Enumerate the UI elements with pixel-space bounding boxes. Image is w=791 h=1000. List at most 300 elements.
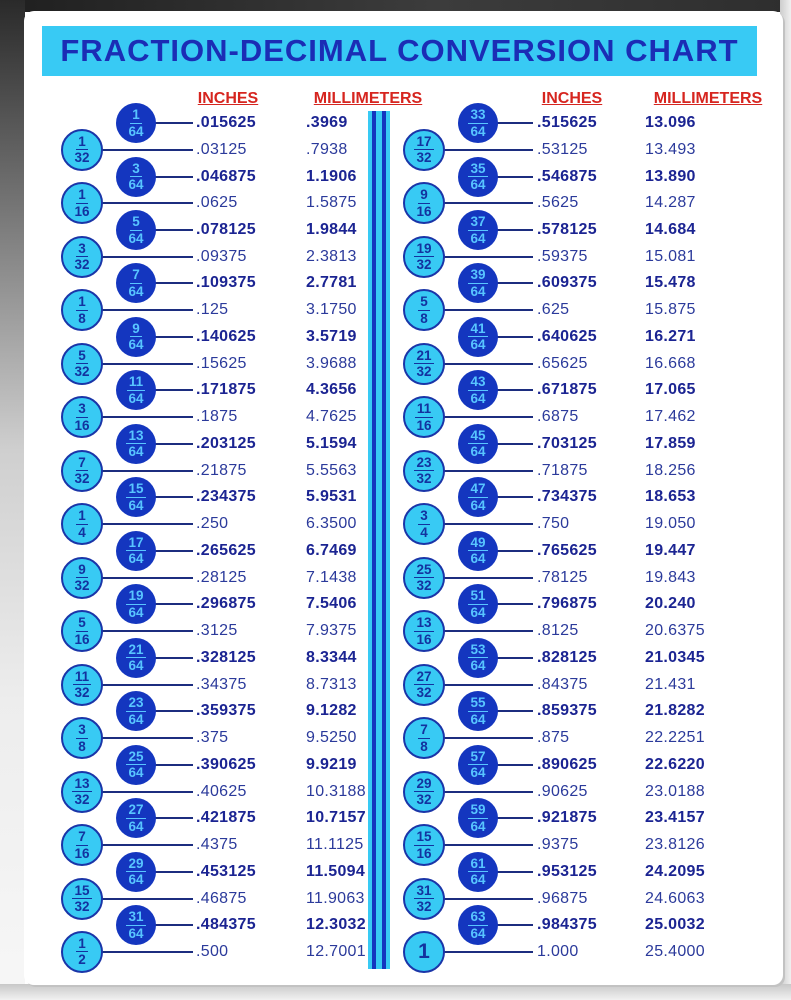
mm-value: 8.7313 [306,675,357,693]
mm-value: 11.9063 [306,889,365,907]
connector-line [442,630,533,632]
inches-value: .421875 [196,809,256,827]
fraction-circle [458,370,498,410]
connector-line [496,389,533,391]
mm-value: 3.9688 [306,354,357,372]
fraction-circle [458,103,498,143]
inches-value: .625 [537,301,570,319]
mm-value: 19.447 [645,541,696,559]
connector-line [496,122,533,124]
fraction-label: $\frac{9}{32}$ [74,561,90,594]
fraction-circle [61,236,103,278]
fraction-circle [403,931,445,973]
fraction-circle [458,210,498,250]
connector-line [496,764,533,766]
fraction-circle [61,289,103,331]
fraction-label: $\frac{39}{64}$ [470,267,486,299]
connector-line [154,122,193,124]
inches-value: .375 [196,729,229,746]
fraction-circle [61,931,103,973]
connector-line [496,336,533,338]
fraction-circle [116,638,156,678]
fraction-label: $\frac{19}{64}$ [128,588,144,620]
mm-value: 9.1282 [306,702,357,720]
inches-value: .484375 [196,916,256,934]
inches-value: .203125 [196,434,256,452]
fraction-label: $\frac{17}{64}$ [128,534,144,567]
fraction-circle [403,503,445,545]
inches-value: .40625 [196,782,247,800]
inches-value: .90625 [537,782,588,800]
inches-value: .546875 [537,167,597,185]
connector-line [496,282,533,284]
fraction-label: $\frac{41}{64}$ [470,320,486,353]
mm-value: 19.050 [645,515,696,533]
inches-value: .578125 [537,221,597,238]
mm-value: 13.890 [645,167,696,185]
fraction-label: $\frac{27}{64}$ [128,802,144,834]
fraction-label: $\frac{55}{64}$ [470,695,486,727]
center-divider-stripes [368,111,390,969]
fraction-circle [403,610,445,652]
fraction-circle [403,450,445,492]
fraction-circle [403,129,445,171]
mm-value: 5.9531 [306,488,357,506]
fraction-label: $\frac{31}{32}$ [416,882,432,914]
fraction-circle [61,450,103,492]
mm-value: 24.6063 [645,889,705,907]
connector-line [154,176,193,178]
inches-value: .46875 [196,889,247,907]
connector-line [100,149,193,151]
fraction-label: $\frac{1}{16}$ [74,187,90,219]
mm-value: 24.2095 [645,862,705,880]
mm-value: 9.9219 [306,755,357,773]
mm-value: 25.4000 [645,942,705,960]
connector-line [100,844,193,846]
inches-header-right: INCHES [541,90,603,107]
mm-value: 6.7469 [306,541,357,559]
connector-line [442,523,533,525]
mm-value: 23.8126 [645,836,705,853]
mm-value: 1.9844 [306,221,357,238]
fraction-label: $\frac{3}{16}$ [74,401,90,433]
mm-value: 9.5250 [306,729,357,746]
fraction-circle [403,717,445,759]
mm-value: 15.478 [645,274,696,292]
connector-line [496,496,533,498]
mm-value: 1.1906 [306,167,357,185]
inches-value: .84375 [537,675,588,693]
mm-value: 11.1125 [306,836,364,853]
connector-line [100,309,193,311]
fraction-label: $\frac{29}{32}$ [416,775,432,807]
fraction-circle [403,557,445,599]
inches-value: .734375 [537,488,597,506]
connector-line [442,684,533,686]
inches-value: .78125 [537,568,588,586]
mm-value: 22.6220 [645,755,705,773]
fraction-label: $\frac{11}{16}$ [416,401,432,433]
inches-value: .703125 [537,434,597,452]
connector-line [100,416,193,418]
connector-line [496,710,533,712]
millimeters-header-left: MILLIMETERS [313,90,423,107]
mm-value: 1.5875 [306,194,357,212]
inches-value: .65625 [537,354,588,372]
fraction-circle [116,210,156,250]
connector-line [154,603,193,605]
fraction-circle [458,638,498,678]
fraction-circle [403,771,445,813]
fraction-circle [116,691,156,731]
fraction-circle [458,477,498,517]
mm-value: 10.7157 [306,809,366,827]
fraction-label: $\frac{5}{16}$ [74,615,90,647]
connector-line [154,817,193,819]
connector-line [100,523,193,525]
mm-value: 2.3813 [306,247,357,265]
inches-value: .265625 [196,541,256,559]
fraction-label: $\frac{3}{4}$ [420,508,428,540]
fraction-label: $\frac{17}{32}$ [416,133,432,166]
fraction-circle [458,691,498,731]
fraction-circle [61,182,103,224]
connector-line [100,898,193,900]
mm-value: 21.0345 [645,648,705,666]
fraction-label: $\frac{1}{4}$ [78,508,86,540]
connector-line [442,256,533,258]
fraction-label: $\frac{1}{8}$ [78,294,86,326]
inches-value: .296875 [196,595,256,613]
mm-value: 21.431 [645,675,696,693]
mm-value: 16.668 [645,354,696,372]
fraction-label: $\frac{59}{64}$ [470,802,486,834]
mm-value: 7.9375 [306,622,357,640]
inches-value: .390625 [196,755,256,773]
fraction-circle [61,664,103,706]
inches-value: .453125 [196,862,256,880]
fraction-circle [403,396,445,438]
chart-title-bar [42,26,757,76]
mm-value: 20.6375 [645,622,705,640]
fraction-circle [116,477,156,517]
mm-value: 12.7001 [306,942,366,960]
inches-value: .671875 [537,381,597,399]
fraction-circle [403,878,445,920]
inches-value: .0625 [196,194,238,212]
fraction-circle [458,905,498,945]
fraction-circle [116,745,156,785]
mm-value: 23.0188 [645,782,705,800]
fraction-circle [458,263,498,303]
fraction-label: $\frac{57}{64}$ [470,748,486,781]
page-title: FRACTION-DECIMAL CONVERSION CHART [60,33,739,68]
connector-line [496,871,533,873]
mm-value: 17.462 [645,408,696,426]
photo-edge-bottom [0,984,791,1000]
connector-line [442,309,533,311]
inches-value: .640625 [537,327,597,345]
conversion-chart-poster [24,11,783,985]
connector-line [442,149,533,151]
fraction-label: $\frac{15}{16}$ [416,829,432,861]
fraction-label: $\frac{51}{64}$ [470,588,486,620]
fraction-circle [458,852,498,892]
inches-value: .1875 [196,408,238,426]
inches-value: .515625 [537,114,597,131]
connector-line [442,470,533,472]
fraction-circle [403,343,445,385]
fraction-circle [403,182,445,224]
inches-value: .250 [196,515,229,533]
connector-line [154,389,193,391]
inches-value: .984375 [537,916,597,934]
fraction-circle [116,531,156,571]
connector-line [154,924,193,926]
fraction-label: $\frac{9}{16}$ [416,187,432,219]
connector-line [442,951,533,953]
fraction-label: $\frac{53}{64}$ [470,641,486,674]
mm-value: 3.5719 [306,327,357,345]
mm-value: 13.096 [645,114,696,131]
fraction-circle [116,798,156,838]
mm-value: 4.7625 [306,408,357,426]
fraction-circle [403,824,445,866]
connector-line [100,256,193,258]
fraction-circle [116,157,156,197]
connector-line [100,951,193,953]
fraction-label: $\frac{43}{64}$ [470,374,486,406]
fraction-circle [116,317,156,357]
fraction-label: $\frac{61}{64}$ [470,855,486,888]
fraction-label: $\frac{7}{16}$ [74,829,90,861]
mm-value: 12.3032 [306,916,366,934]
fraction-circle [61,610,103,652]
inches-value: .59375 [537,247,588,265]
fraction-circle [61,343,103,385]
fraction-label: $\frac{49}{64}$ [470,534,486,567]
connector-line [442,898,533,900]
mm-value: 16.271 [645,327,696,345]
mm-value: .3969 [306,114,348,131]
connector-line [496,229,533,231]
fraction-label: $\frac{1}{32}$ [74,133,90,166]
fraction-circle [458,745,498,785]
inches-value: .328125 [196,648,256,666]
inches-value: .6875 [537,408,579,426]
inches-value: .796875 [537,595,597,613]
inches-value: .3125 [196,622,238,640]
connector-line [154,282,193,284]
connector-line [154,496,193,498]
connector-line [496,550,533,552]
mm-value: 17.065 [645,381,696,399]
inches-value: .15625 [196,354,247,372]
mm-value: 20.240 [645,595,696,613]
connector-line [496,176,533,178]
fraction-label: $\frac{23}{64}$ [128,695,144,727]
mm-value: 7.1438 [306,568,357,586]
fraction-label: $\frac{25}{64}$ [128,748,144,781]
mm-value: 3.1750 [306,301,357,319]
inches-value: .859375 [537,702,597,720]
mm-value: 13.493 [645,140,696,158]
fraction-label: $\frac{13}{64}$ [128,427,144,460]
fraction-label: $\frac{33}{64}$ [470,107,486,139]
fraction-label: $\frac{37}{64}$ [470,214,486,246]
connector-line [154,443,193,445]
inches-value: .765625 [537,541,597,559]
connector-line [154,710,193,712]
fraction-label: $\frac{21}{64}$ [128,641,144,674]
inches-value: .4375 [196,836,238,853]
connector-line [100,630,193,632]
fraction-label: $\frac{13}{32}$ [74,775,90,807]
connector-line [100,737,193,739]
mm-value: 14.287 [645,194,696,212]
inches-value: .8125 [537,622,579,640]
inches-value: .53125 [537,140,588,158]
mm-value: 15.875 [645,301,696,319]
fraction-label: $\frac{7}{32}$ [74,454,90,487]
connector-line [496,924,533,926]
fraction-label: $\frac{13}{16}$ [416,615,432,647]
fraction-label: $\frac{7}{8}$ [420,722,428,754]
connector-line [442,737,533,739]
connector-line [442,577,533,579]
inches-value: .828125 [537,648,597,666]
mm-value: 5.5563 [306,461,357,479]
fraction-label: $\frac{29}{64}$ [128,855,144,888]
inches-value: .5625 [537,194,579,212]
connector-line [496,657,533,659]
fraction-label: $\frac{21}{32}$ [416,347,432,380]
mm-value: 10.3188 [306,782,366,800]
inches-value: .09375 [196,247,247,265]
fraction-label: $\frac{1}{64}$ [128,107,144,139]
mm-value: 7.5406 [306,595,357,613]
fraction-label: $\frac{19}{32}$ [416,240,432,273]
inches-value: .875 [537,729,570,746]
connector-line [100,202,193,204]
fraction-circle [403,289,445,331]
inches-value: .28125 [196,568,247,586]
fraction-label: $\frac{3}{32}$ [74,240,90,273]
fraction-circle [61,771,103,813]
connector-line [496,603,533,605]
connector-line [154,764,193,766]
inches-value: .03125 [196,140,247,158]
mm-value: 11.5094 [306,862,366,880]
fraction-label: $\frac{5}{64}$ [128,214,144,246]
fraction-circle [116,584,156,624]
mm-value: 23.4157 [645,809,705,827]
fraction-circle [116,263,156,303]
connector-line [442,791,533,793]
connector-line [100,684,193,686]
inches-value: 1.000 [537,942,579,960]
mm-value: 4.3656 [306,381,357,399]
whole-number-label: 1 [418,939,430,963]
inches-value: .953125 [537,862,597,880]
fraction-circle [116,424,156,464]
fraction-label: $\frac{27}{32}$ [416,668,432,700]
fraction-circle [116,103,156,143]
fraction-label: $\frac{23}{32}$ [416,454,432,487]
mm-value: .7938 [306,140,348,158]
fraction-circle [403,664,445,706]
mm-value: 22.2251 [645,729,705,746]
connector-line [442,844,533,846]
fraction-label: $\frac{63}{64}$ [470,909,486,941]
inches-value: .890625 [537,755,597,773]
mm-value: 2.7781 [306,274,357,292]
fraction-label: $\frac{3}{8}$ [78,722,86,754]
mm-value: 14.684 [645,221,696,238]
mm-value: 19.843 [645,568,696,586]
inches-value: .96875 [537,889,588,907]
inches-value: .609375 [537,274,597,292]
inches-value: .921875 [537,809,597,827]
connector-line [154,550,193,552]
mm-value: 25.0032 [645,916,705,934]
fraction-circle [458,584,498,624]
fraction-label: $\frac{1}{2}$ [78,935,86,968]
fraction-circle [61,129,103,171]
fraction-circle [61,878,103,920]
connector-line [154,229,193,231]
fraction-label: $\frac{15}{32}$ [74,882,90,914]
connector-line [442,416,533,418]
inches-value: .046875 [196,167,256,185]
inches-value: .9375 [537,836,579,853]
mm-value: 15.081 [645,247,696,265]
fraction-label: $\frac{9}{64}$ [128,320,144,353]
inches-value: .078125 [196,221,256,238]
fraction-circle [403,236,445,278]
fraction-label: $\frac{31}{64}$ [128,909,144,941]
fraction-circle [458,157,498,197]
fraction-circle [458,531,498,571]
connector-line [154,871,193,873]
connector-line [154,657,193,659]
mm-value: 5.1594 [306,434,357,452]
inches-value: .750 [537,515,570,533]
fraction-label: $\frac{5}{8}$ [420,294,428,326]
fraction-circle [116,852,156,892]
inches-value: .359375 [196,702,256,720]
connector-line [496,443,533,445]
mm-value: 17.859 [645,434,696,452]
fraction-label: $\frac{15}{64}$ [128,481,144,513]
fraction-circle [116,370,156,410]
connector-line [154,336,193,338]
fraction-circle [458,798,498,838]
connector-line [100,577,193,579]
fraction-circle [458,424,498,464]
connector-line [100,363,193,365]
inches-value: .71875 [537,461,588,479]
connector-line [496,817,533,819]
mm-value: 18.653 [645,488,696,506]
inches-header-left: INCHES [197,90,259,107]
fraction-circle [116,905,156,945]
inches-value: .21875 [196,461,247,479]
inches-value: .140625 [196,327,256,345]
connector-line [442,202,533,204]
fraction-circle [61,396,103,438]
